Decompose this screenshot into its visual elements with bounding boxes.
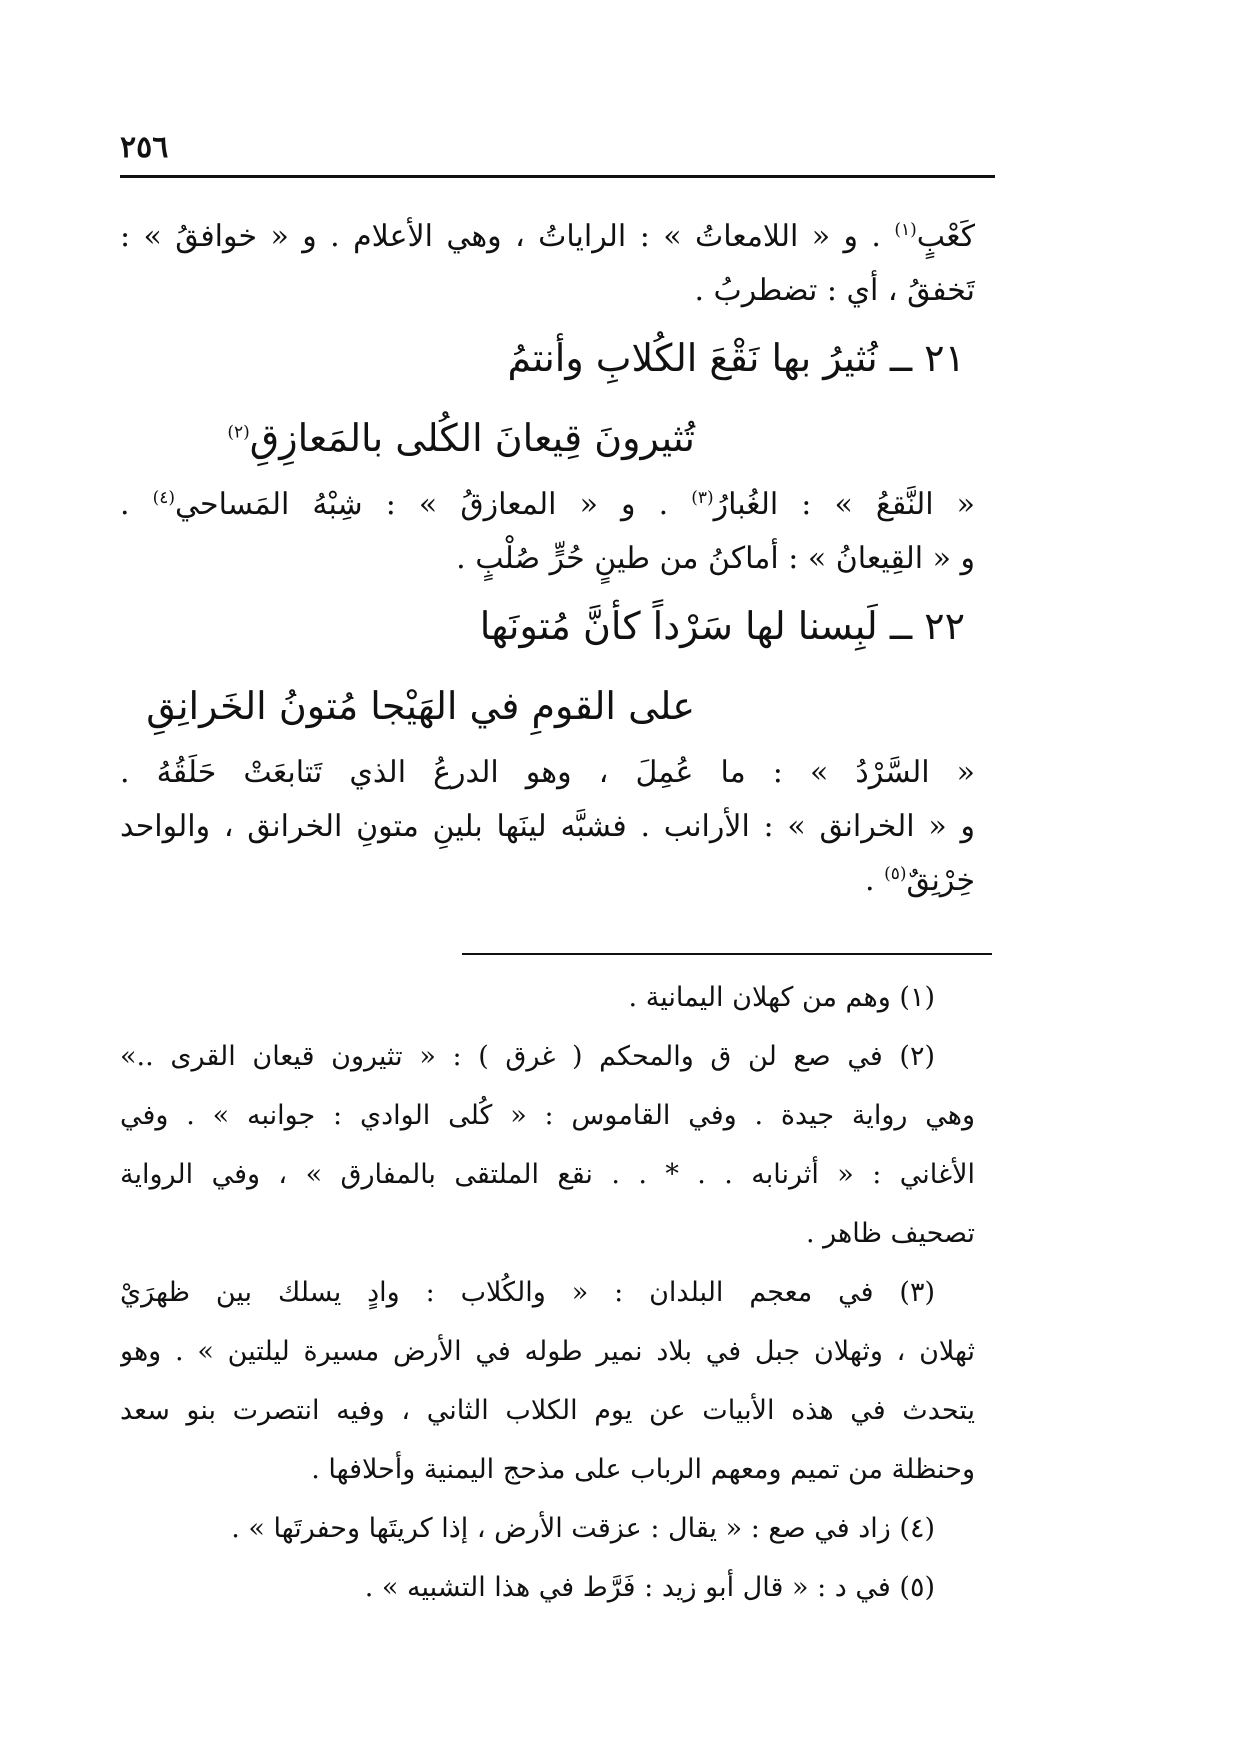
- footnote-1: (١) وهم من كهلان اليمانية .: [628, 982, 935, 1013]
- verse-21-second-hemistich: [120, 398, 975, 478]
- footnote-2: (٢) في صع لن ق والمحكم ( غرق ) : « تثيرون قيعان القرى ..»: [120, 1041, 935, 1072]
- footnote-2-continued: تصحيف ظاهر .: [805, 1218, 975, 1249]
- text-fragment: .: [865, 863, 875, 898]
- text-fragment: [668, 487, 691, 522]
- verse-21-first-hemistich: ٢١ ــ نُثيرُ بها نَقْعَ الكُلابِ وأنتمُ: [507, 336, 965, 380]
- text-fragment: [130, 487, 153, 522]
- footnote-ref: (٣): [691, 488, 714, 508]
- footnote-2-continued: وهي رواية جيدة . وفي القاموس : « كُلى الوادي : جوانبه » . وفي: [120, 1100, 975, 1131]
- commentary-line: [120, 854, 975, 908]
- footnote-3-continued: ثهلان ، وثهلان جبل في بلاد نمير طوله في الأرض مسيرة ليلتين » . وهو: [120, 1336, 975, 1367]
- footnote-ref: (٤): [152, 488, 176, 508]
- text-fragment: خِرْنِقٌ: [906, 863, 975, 898]
- footnotes: [120, 968, 975, 1617]
- text-fragment: كَعْبٍ: [916, 219, 975, 254]
- text-fragment: تُثيرونَ قِيعانَ الكُلى بالمَعازِقِ: [249, 416, 695, 460]
- text-line: [120, 210, 975, 264]
- commentary-line: و « الخرانق » : الأرانب . فشبَّه لينَها بلينِ متونِ الخرانق ، والواحد: [120, 809, 975, 844]
- text-line: تَخفقُ ، أي : تضطربُ .: [694, 273, 975, 308]
- header-rule: [120, 175, 995, 178]
- footnote-ref: (٥): [884, 864, 907, 884]
- footnote-ref: (١): [894, 220, 917, 240]
- commentary-line: و « القِيعانُ » : أماكنُ من طينٍ حُرٍّ صُلْبٍ .: [456, 541, 975, 576]
- text-fragment: . و « اللامعاتُ » : الراياتُ ، وهي الأعلام . و « خوافقُ » :: [120, 219, 881, 254]
- text-fragment: [875, 863, 885, 898]
- footnote-3-continued: يتحدث في هذه الأبيات عن يوم الكلاب الثاني ، وفيه انتصرت بنو سعد: [120, 1395, 975, 1426]
- text-fragment: [881, 219, 894, 254]
- commentary-line: [120, 478, 975, 532]
- commentary-line: « السَّرْدُ » : ما عُمِلَ ، وهو الدرعُ الذي تَتابعَتْ حَلَقُهُ .: [120, 755, 975, 790]
- text-fragment: .: [120, 487, 130, 522]
- page-number: ٢٥٦: [120, 130, 169, 165]
- text-fragment: « النَّقعُ » : الغُبارُ: [713, 487, 975, 522]
- footnote-3: (٣) في معجم البلدان : « والكُلاب : وادٍ يسلك بين ظهرَيْ: [120, 1277, 935, 1308]
- verse-22-first-hemistich: ٢٢ ــ لَبِسنا لها سَرْداً كأنَّ مُتونَها: [479, 604, 965, 648]
- footnote-2-continued: الأغاني : « أثرنابه . . * . . نقع الملتقى بالمفارق » ، وفي الرواية: [120, 1159, 975, 1190]
- footnote-ref: (٢): [227, 422, 250, 443]
- text-fragment: . و « المعازقُ » : شِبْهُ المَساحي: [175, 487, 669, 522]
- main-text: [120, 210, 975, 908]
- verse-22-second-hemistich: على القومِ في الهَيْجا مُتونُ الخَرانِقِ: [146, 684, 695, 728]
- footnote-3-continued: وحنظلة من تميم ومعهم الرباب على مذحج اليمنية وأحلافها .: [311, 1454, 975, 1485]
- footnote-5: (٥) في د : « قال أبو زيد : فَرَّط في هذا التشبيه » .: [364, 1572, 935, 1603]
- footnote-4: (٤) زاد في صع : « يقال : عزقت الأرض ، إذا كريتَها وحفرتَها » .: [231, 1513, 935, 1544]
- footnote-separator: [462, 953, 992, 955]
